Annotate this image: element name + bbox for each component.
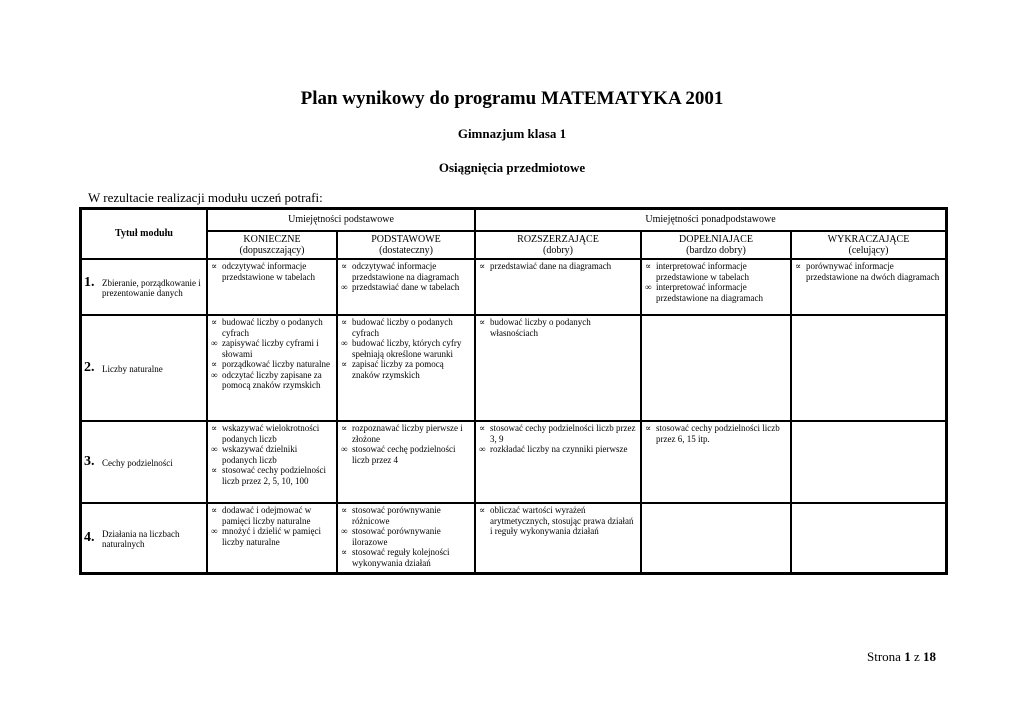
skills-list [340,505,472,568]
skills-cell [791,503,946,573]
skills-cell [475,259,641,315]
module-name: Działania na liczbach naturalnych [102,528,180,549]
module-name: Zbieranie, porządkowanie i prezentowanie danych [102,277,201,298]
skills-cell [207,421,337,503]
module-name: Liczby naturalne [102,363,163,374]
skills-cell [791,421,946,503]
skills-cell [641,315,791,421]
skill-item: ∝ rozpoznawać liczby pierwsze i złożone [340,423,472,444]
level-name: DOPEŁNIAJACE [679,234,753,245]
skill-item: ∝ stosować cechy podzielności liczb przez 6, 15 itp. [644,423,788,444]
header-advanced-skills: Umiejętności ponadpodstawowe [475,209,946,231]
skills-list [644,261,788,303]
skill-item: ∝ dodawać i odejmować w pamięci liczby naturalne [210,505,334,526]
module-title-cell [81,259,207,315]
skills-list [340,317,472,380]
module-number: 1. [84,274,95,290]
skills-cell [207,259,337,315]
skills-cell [475,421,641,503]
skills-list [478,261,638,272]
module-name: Cechy podzielności [102,457,173,468]
skills-list [210,317,334,391]
skills-list [340,423,472,465]
skill-item: ∝ stosować cechy podzielności liczb przez 3, 9 [478,423,638,444]
skill-item: ∝ zapisać liczby za pomocą znaków rzymskich [340,359,472,380]
skill-item: ∝ interpretować informacje przedstawione w tabelach [644,261,788,282]
skill-item: ∝ budować liczby o podanych własnościach [478,317,638,338]
module-title-cell [81,421,207,503]
module-number: 4. [84,530,95,545]
module-row [81,315,946,421]
header-level-dopelniajace [641,231,791,259]
footer-separator: z [913,649,920,664]
header-level-rozszerzajace [475,231,641,259]
skills-cell [207,503,337,573]
skills-cell [475,503,641,573]
skill-item: ∝ stosować cechy podzielności liczb przez 2, 5, 10, 100 [210,465,334,486]
skills-list [478,317,638,338]
header-level-podstawowe [337,231,475,259]
skill-item: ∝ odczytywać informacje przedstawione w tabelach [210,261,334,282]
skill-item: ∝ obliczać wartości wyrażeń arytmetycznych, stosując prawa działań i reguły wykonywania działań [478,505,638,537]
page-footer [867,649,936,665]
skill-item: ∞ stosować cechę podzielności liczb przez 4 [340,444,472,465]
header-module-title: Tytuł modułu [81,209,207,259]
level-grade: (celujący) [848,245,889,256]
skills-list [644,423,788,444]
page-title: Plan wynikowy do programu MATEMATYKA 2001 [300,88,724,109]
level-name: KONIECZNE [243,234,301,245]
intro-text: W rezultacie realizacji modułu uczeń potrafi: [88,190,323,205]
skill-item: ∝ stosować reguły kolejności wykonywania działań [340,547,472,568]
level-grade: (dopuszczający) [239,245,305,256]
skill-item: ∝ porządkować liczby naturalne [210,359,334,370]
skills-list [210,261,334,282]
module-number: 3. [84,454,95,469]
skill-item: ∞ zapisywać liczby cyframi i słowami [210,338,334,359]
skill-item: ∞ stosować porównywanie ilorazowe [340,526,472,547]
skill-item: ∞ odczytać liczby zapisane za pomocą znaków rzymskich [210,370,334,391]
footer-total-pages: 18 [923,649,936,664]
header-level-wykraczajace [791,231,946,259]
level-name: ROZSZERZAJĄCE [517,234,599,245]
module-title-cell [81,503,207,573]
skill-item: ∞ rozkładać liczby na czynniki pierwsze [478,444,638,455]
skill-item: ∞ interpretować informacje przedstawione na diagramach [644,282,788,303]
module-row [81,259,946,315]
skill-item: ∞ przedstawiać dane w tabelach [340,282,472,293]
skill-item: ∝ przedstawiać dane na diagramach [478,261,638,272]
skills-list [340,261,472,293]
skill-item: ∞ wskazywać dzielniki podanych liczb [210,444,334,465]
skill-item: ∞ budować liczby, których cyfry spełniają określone warunki [340,338,472,359]
skill-item: ∝ budować liczby o podanych cyfrach [210,317,334,338]
module-title-cell [81,315,207,421]
skills-list [794,261,943,282]
page-subtitle-class: Gimnazjum klasa 1 [457,126,567,141]
footer-prefix: Strona [867,649,901,664]
module-row [81,503,946,573]
skills-cell [337,503,475,573]
skills-cell [641,503,791,573]
skill-item: ∞ mnożyć i dzielić w pamięci liczby naturalne [210,526,334,547]
skills-cell [337,315,475,421]
skills-cell [791,259,946,315]
skills-cell [475,315,641,421]
skills-list [210,423,334,486]
skills-cell [337,421,475,503]
skills-cell [791,315,946,421]
skills-list [210,505,334,547]
level-name: PODSTAWOWE [371,234,441,245]
skill-item: ∝ wskazywać wielokrotności podanych liczb [210,423,334,444]
level-name: WYKRACZAJĄCE [827,234,910,245]
skill-item: ∝ odczytywać informacje przedstawione na diagramach [340,261,472,282]
level-grade: (dobry) [543,245,573,256]
page-subtitle-achievements: Osiągnięcia przedmiotowe [438,160,586,175]
header-level-konieczne [207,231,337,259]
skills-cell [641,259,791,315]
skills-cell [641,421,791,503]
skill-item: ∝ budować liczby o podanych cyfrach [340,317,472,338]
footer-page-number: 1 [904,649,911,664]
skills-cell [207,315,337,421]
skills-list [478,505,638,537]
module-row [81,421,946,503]
plan-table [79,207,948,575]
module-rows [81,259,946,573]
module-number: 2. [84,360,95,375]
level-grade: (bardzo dobry) [686,245,746,256]
level-grade: (dostateczny) [379,245,433,256]
skill-item: ∝ porównywać informacje przedstawione na dwóch diagramach [794,261,943,282]
header-basic-skills: Umiejętności podstawowe [207,209,475,231]
skills-cell [337,259,475,315]
skill-item: ∝ stosować porównywanie różnicowe [340,505,472,526]
skills-list [478,423,638,455]
